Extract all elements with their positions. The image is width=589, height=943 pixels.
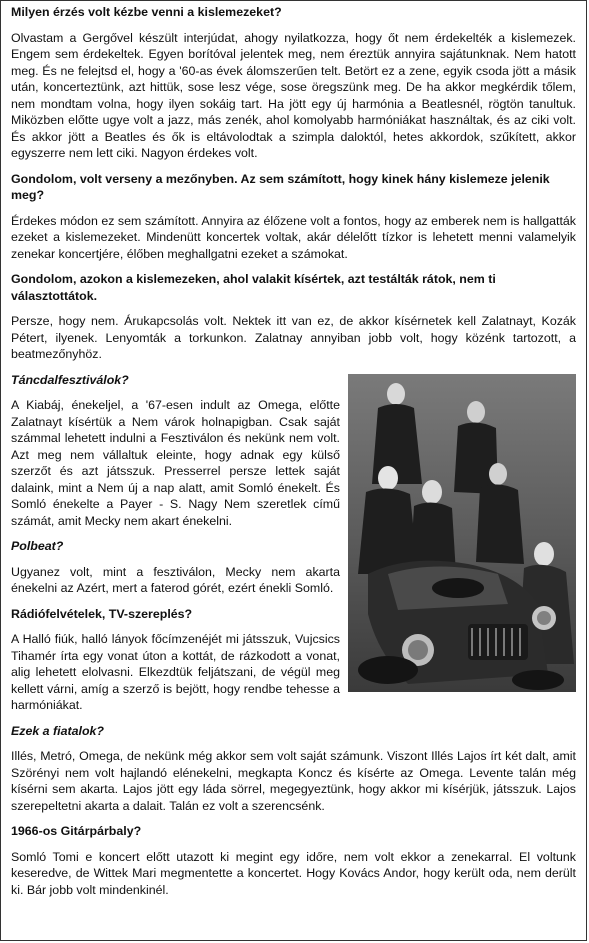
answer-5: Ugyanez volt, mint a fesztiválon, Mecky nem akarta énekelni az Azért, mert a faterod górét, ezért énekli Somló. bbox=[11, 564, 340, 595]
question-6: Rádiófelvételek, TV-szereplés? bbox=[11, 606, 193, 621]
question-8: 1966-os Gitárpárbaly? bbox=[11, 824, 142, 838]
question-4: Táncdalfesztiválok? bbox=[11, 372, 129, 387]
question-7: Ezek a fiatalok? bbox=[11, 723, 104, 738]
answer-8: Somló Tomi e koncert előtt utazott ki megint egy időre, nem volt ekkor a zenekarral. El voltunk keseredve, de Wittek Mari megmentette a koncertet. Hogy Kovács Andor, hogy került oda, nem derült ki. Bár jobb volt mindenkinél. bbox=[11, 849, 576, 897]
question-1: Milyen érzés volt kézbe venni a kislemezeket? bbox=[11, 5, 282, 19]
question-5: Polbeat? bbox=[11, 539, 64, 553]
answer-7: Illés, Metró, Omega, de nekünk még akkor sem volt saját számunk. Viszont Illés Lajos írt két dalt, amit Szörényi nem volt hajlandó elénekelni, megkapta Koncz és kísérte az Omega. Levente talán még kísérni sem akarta. Lajos jött egy láda sörrel, megegyeztünk, hogy akkor mi kísérjük, játsszuk. Lajos szerepeltetni akarta a dalait. Talán ez volt a szerencsénk. bbox=[11, 749, 576, 813]
answer-6: A Halló fiúk, halló lányok főcímzenéjét mi játsszuk, Vujcsics Tihamér írta egy vonat úton a kottát, de rázkodott a vonat, alig lehetett elolvasni. Elkezdtük feljátszani, de végül meg kellett várni, amíg a szerző is bejött, hogy rendbe tehesse a harmóniákat. bbox=[11, 632, 340, 712]
question-3: Gondolom, azokon a kislemezeken, ahol valakit kísértek, azt testálták rátok, nem ti választottátok. bbox=[11, 272, 496, 303]
answer-3: Persze, hogy nem. Árukapcsolás volt. Nektek itt van ez, de akkor kísérnetek kell Zalatnayt, Kozák Pétert, ilyenek. Lenyomták a torkunkon. Zalatnay annyiban jobb volt, hogy közénk tartozott, a beatmezőnyhöz. bbox=[11, 314, 576, 361]
answer-1: Olvastam a Gergővel készült interjúdat, ahogy nyilatkozza, hogy őt nem érdekelték a kislemezek. Engem sem érdekeltek. Egyen borítóval jelentek meg, nem éreztük annyira sajátunknak. Nem hatott meg. És ne felejtsd el, hogy a '60-as évek álomszerűen telt. Betört ez a zene, egyik csoda jött a másik után, koncerteztünk, azt hittük, sose lesz vége, sose öregszünk meg. De ha akkor megkérdik tőlem, nem mondtam volna, hogy ilyen sokáig tart. Ha jött egy új harmónia a Beatlesnél, rögtön tanultuk. Miközben előtte ugye volt a jazz, más zenék, ahol komolyabb harmóniákat használtak, és az ciki volt. És akkor jött a Beatles és ők is eltávolodtak a szimpla daloktól, hetes akkordok, szűkített, akkor egyszerre nem lett ciki. Nagyon érdekes volt. bbox=[11, 30, 576, 160]
band-with-car-photo bbox=[348, 374, 576, 692]
answer-4: A Kiabáj, énekeljel, a '67-esen indult az Omega, előtte Zalatnayt kísértük a Nem várok holnapigban. Csak saját számmal lehetett indulni a Fesztiválon és nekünk nem volt. Azt meg nem vállaltuk eleinte, hogy adnak egy külső szerzőt és azt játsszuk. Presserrel persze lettek saját dalaink, mint a Nem új a nap alatt, amit Somló énekelt. És Somló énekelte a Payer - S. Nagy Nem szeretlek című számát, amit Mecky nem akart énekelni. bbox=[11, 398, 340, 528]
answer-2: Érdekes módon ez sem számított. Annyira az élőzene volt a fontos, hogy az emberek nem is hallgatták ezeket a kislemezeket. Mindenütt koncertek voltak, akár délelőtt tízkor is lehetett menni valamelyik zenekar koncertjére, élőben meghallgatni ezeket a számokat. bbox=[11, 213, 576, 261]
question-2: Gondolom, volt verseny a mezőnyben. Az sem számított, hogy kinek hány kislemeze jelenik meg? bbox=[11, 171, 550, 202]
